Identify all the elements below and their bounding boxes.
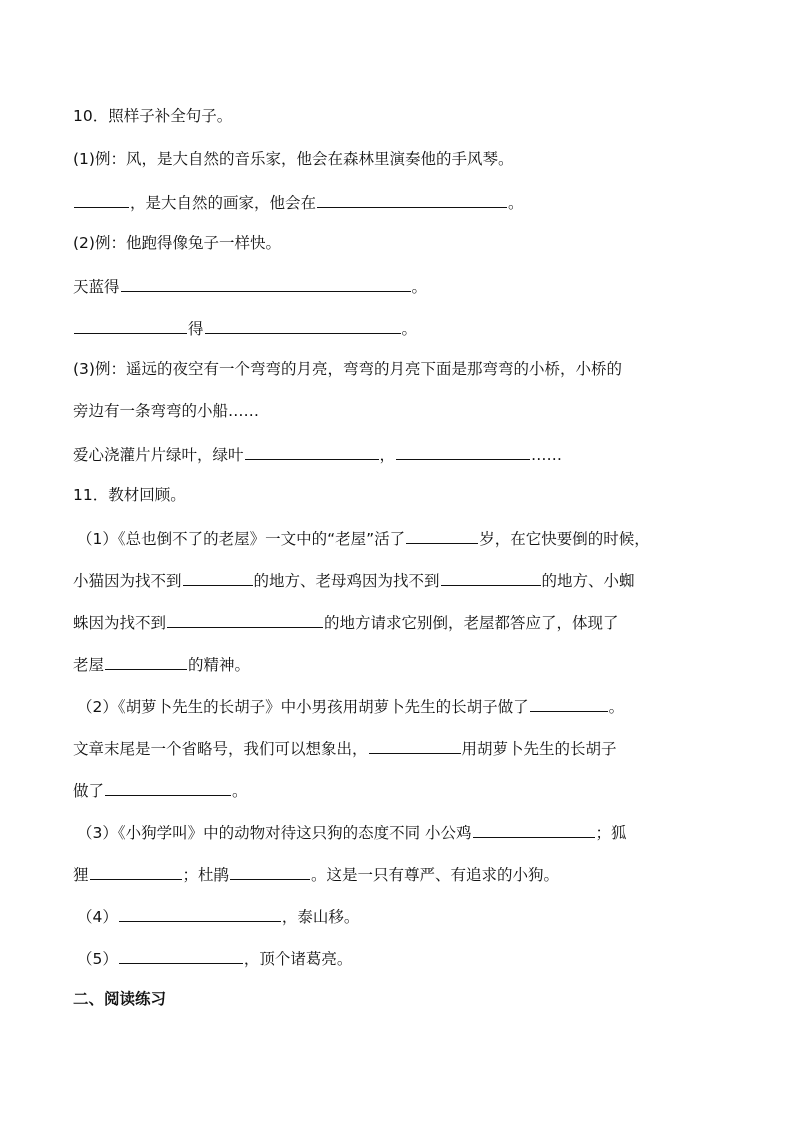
- q10-1-answer-line: ，是大自然的画家，他会在 。: [73, 190, 734, 212]
- q11-2-line-b: 文章末尾是一个省略号，我们可以想象出， 用胡萝卜先生的长胡子: [73, 736, 734, 758]
- answer-blank[interactable]: [119, 904, 281, 922]
- q10-1-example: (1)例：风，是大自然的音乐家，他会在森林里演奏他的手风琴。: [73, 150, 514, 168]
- q11-1-line-a: （1）《总也倒不了的老屋》一文中的“老屋”活了 岁，在它快要倒的时候，: [77, 526, 734, 548]
- section-2-heading: 二、阅读练习: [73, 990, 167, 1008]
- q10-3-answer-line: 爱心浇灌片片绿叶，绿叶 ， ……: [73, 442, 734, 464]
- q10-3-example-a: (3)例：遥远的夜空有一个弯弯的月亮，弯弯的月亮下面是那弯弯的小桥，小桥的: [73, 360, 622, 378]
- answer-blank[interactable]: [74, 190, 129, 208]
- question-10-title: 10．照样子补全句子。: [73, 107, 233, 125]
- q10-2-answer-line-2: 得 。: [73, 316, 734, 338]
- answer-blank[interactable]: [205, 316, 401, 334]
- answer-blank[interactable]: [406, 526, 478, 544]
- q10-2-answer-line-1: 天蓝得 。: [73, 274, 734, 296]
- answer-blank[interactable]: [105, 652, 187, 670]
- answer-blank[interactable]: [245, 442, 379, 460]
- answer-blank[interactable]: [369, 736, 461, 754]
- answer-blank[interactable]: [530, 694, 608, 712]
- answer-blank[interactable]: [396, 442, 530, 460]
- q11-3-line-b: 狸 ；杜鹃 。这是一只有尊严、有追求的小狗。: [73, 862, 734, 884]
- answer-blank[interactable]: [167, 610, 323, 628]
- answer-blank[interactable]: [230, 862, 310, 880]
- answer-blank[interactable]: [473, 820, 595, 838]
- q11-3-line-a: （3）《小狗学叫》中的动物对待这只狗的态度不同 小公鸡 ；狐: [77, 820, 734, 842]
- q11-2-line-a: （2）《胡萝卜先生的长胡子》中小男孩用胡萝卜先生的长胡子做了 。: [77, 694, 734, 716]
- q11-5-line: （5） ，顶个诸葛亮。: [77, 946, 734, 968]
- q10-2-example: (2)例：他跑得像兔子一样快。: [73, 234, 281, 252]
- q11-1-line-b: 小猫因为找不到 的地方、老母鸡因为找不到 的地方、小蜘: [73, 568, 734, 590]
- q10-3-example-b: 旁边有一条弯弯的小船……: [73, 402, 260, 420]
- answer-blank[interactable]: [74, 316, 187, 334]
- answer-blank[interactable]: [183, 568, 253, 586]
- q11-1-line-c: 蛛因为找不到 的地方请求它别倒，老屋都答应了，体现了: [73, 610, 734, 632]
- answer-blank[interactable]: [105, 778, 231, 796]
- q11-4-line: （4） ，泰山移。: [77, 904, 734, 926]
- answer-blank[interactable]: [121, 274, 411, 292]
- q11-1-line-d: 老屋 的精神。: [73, 652, 734, 674]
- answer-blank[interactable]: [119, 946, 243, 964]
- answer-blank[interactable]: [90, 862, 182, 880]
- answer-blank[interactable]: [441, 568, 541, 586]
- answer-blank[interactable]: [317, 190, 507, 208]
- q11-2-line-c: 做了 。: [73, 778, 734, 800]
- question-11-title: 11．教材回顾。: [73, 486, 186, 504]
